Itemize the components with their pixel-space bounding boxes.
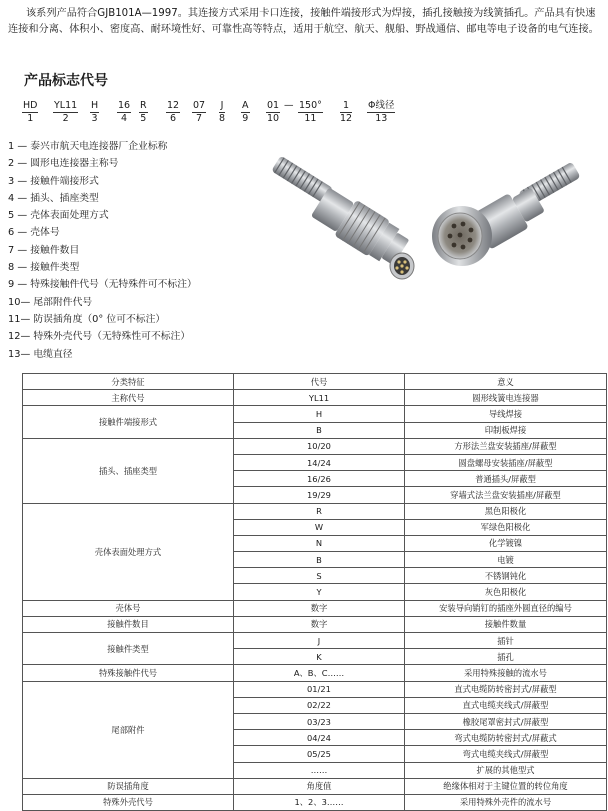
code-value: 01 (267, 100, 280, 111)
table-row (23, 681, 607, 697)
meaning-cell: 安装导向销钉的插座外圆直径的编号 (405, 600, 607, 616)
code-position-number: 5 (140, 113, 147, 124)
header-meaning: 意义 (405, 374, 607, 390)
meaning-cell: 灰色阳极化 (405, 584, 607, 600)
meaning-cell: 扩展的其他型式 (405, 762, 607, 778)
meaning-cell: 军绿色阳极化 (405, 519, 607, 535)
code-position-number: 11 (304, 113, 317, 124)
code-dash: — (284, 100, 294, 111)
code-cell: S (234, 568, 405, 584)
code-position-number: 12 (340, 113, 353, 124)
meaning-cell: 不锈钢钝化 (405, 568, 607, 584)
code-cell: 14/24 (234, 454, 405, 470)
legend-item: 1 — 泰兴市航天电连接器厂企业标称 (8, 141, 168, 152)
legend-item: 2 — 圆形电连接器主称号 (8, 158, 119, 170)
code-cell: H (234, 406, 405, 422)
table-row (23, 794, 607, 810)
meaning-cell: 直式电缆防转密封式/屏蔽型 (405, 681, 607, 697)
code-cell: 1、2、3…… (234, 794, 405, 810)
code-cell: 19/29 (234, 487, 405, 503)
code-item (241, 100, 250, 125)
category-cell: 接触件类型 (23, 633, 234, 665)
code-position-number: 2 (62, 113, 69, 124)
legend-item: 6 — 壳体号 (8, 227, 60, 239)
code-item (340, 100, 352, 125)
legend-item: 4 — 插头、插座类型 (8, 192, 99, 204)
meaning-cell: 直式电缆夹线式/屏蔽型 (405, 697, 607, 713)
code-item (22, 100, 38, 125)
code-cell: 数字 (234, 600, 405, 616)
code-value: YL11 (54, 100, 78, 111)
code-position-number: 8 (219, 113, 226, 124)
code-position-number: 7 (196, 113, 203, 124)
code-position-number: 13 (375, 113, 388, 124)
code-position-number: 4 (121, 113, 128, 124)
legend-item: 5 — 壳体表面处理方式 (8, 210, 109, 222)
category-cell: 主称代号 (23, 390, 234, 406)
code-item (53, 100, 78, 125)
code-cell: R (234, 503, 405, 519)
code-value: 150° (299, 100, 322, 111)
code-value: 12 (167, 100, 180, 111)
legend-item: 11— 防误插角度（0° 位可不标注） (8, 313, 166, 325)
code-item (367, 100, 395, 125)
legend-item: 8 — 接触件类型 (8, 262, 80, 274)
category-cell: 特殊接触件代号 (23, 665, 234, 681)
meaning-cell: 橡胶尾罩密封式/屏蔽型 (405, 713, 607, 729)
connector-photo (250, 148, 600, 298)
product-code-row (22, 100, 422, 126)
meaning-cell: 插孔 (405, 649, 607, 665)
table-row (23, 665, 607, 681)
code-cell: B (234, 422, 405, 438)
meaning-cell: 弯式电缆防转密封式/屏蔽式 (405, 730, 607, 746)
table-row (23, 778, 607, 794)
meaning-cell: 黑色阳极化 (405, 503, 607, 519)
code-cell: 01/21 (234, 681, 405, 697)
code-cell: N (234, 535, 405, 551)
legend-item: 12— 特殊外壳代号（无特殊性可不标注） (8, 331, 191, 343)
meaning-cell: 接触件数量 (405, 616, 607, 632)
code-item (298, 100, 323, 125)
code-cell: 04/24 (234, 730, 405, 746)
code-cell: A、B、C…… (234, 665, 405, 681)
code-item (166, 100, 180, 125)
section-title: 产品标志代号 (24, 73, 108, 89)
meaning-cell: 圆盘螺母安装插座/屏蔽型 (405, 454, 607, 470)
code-value: J (220, 100, 224, 111)
code-value: H (91, 100, 99, 111)
code-cell: 05/25 (234, 746, 405, 762)
code-item (219, 100, 225, 125)
code-cell: 02/22 (234, 697, 405, 713)
code-cell: YL11 (234, 390, 405, 406)
receptacle-connector-image (432, 162, 581, 266)
category-cell: 壳体表面处理方式 (23, 503, 234, 600)
code-item (90, 100, 99, 125)
table-row (23, 406, 607, 422)
code-cell: …… (234, 762, 405, 778)
code-cell: 16/26 (234, 471, 405, 487)
meaning-cell: 印制板焊接 (405, 422, 607, 438)
meaning-cell: 化学镀镍 (405, 535, 607, 551)
category-cell: 尾部附件 (23, 681, 234, 778)
code-cell: J (234, 633, 405, 649)
meaning-cell: 采用特殊接触的流水号 (405, 665, 607, 681)
legend-item: 10— 尾部附件代号 (8, 296, 93, 308)
spec-table-header-row (23, 374, 607, 390)
legend-item: 7 — 接触件数目 (8, 244, 80, 256)
code-item (266, 100, 280, 125)
meaning-cell: 普通插头/屏蔽型 (405, 471, 607, 487)
code-value: 16 (118, 100, 131, 111)
code-position-number: 10 (267, 113, 280, 124)
code-cell: W (234, 519, 405, 535)
table-row (23, 600, 607, 616)
code-cell: B (234, 552, 405, 568)
meaning-cell: 绝缘体相对于主键位置的转位角度 (405, 778, 607, 794)
code-value: Φ线径 (368, 100, 395, 111)
meaning-cell: 电镀 (405, 552, 607, 568)
table-row (23, 438, 607, 454)
code-item (139, 100, 148, 125)
table-row (23, 633, 607, 649)
code-value: R (140, 100, 147, 111)
code-item (192, 100, 206, 125)
code-cell: 10/20 (234, 438, 405, 454)
legend-item: 13— 电缆直径 (8, 348, 73, 360)
code-cell: 数字 (234, 616, 405, 632)
legend-item: 9 — 特殊接触件代号（无特殊件可不标注） (8, 279, 197, 291)
code-position-number: 3 (91, 113, 98, 124)
code-cell: Y (234, 584, 405, 600)
table-row (23, 503, 607, 519)
category-cell: 防误插角度 (23, 778, 234, 794)
meaning-cell: 弯式电缆夹线式/屏蔽型 (405, 746, 607, 762)
meaning-cell: 采用特殊外壳件的流水号 (405, 794, 607, 810)
code-position-number: 1 (27, 113, 34, 124)
code-item (117, 100, 131, 125)
meaning-cell: 方形法兰盘安装插座/屏蔽型 (405, 438, 607, 454)
code-value: 1 (340, 100, 352, 113)
code-position-number: 6 (170, 113, 177, 124)
code-value: A (242, 100, 249, 111)
plug-connector-image (271, 156, 414, 279)
table-row (23, 390, 607, 406)
meaning-cell: 圆形线簧电连接器 (405, 390, 607, 406)
code-cell: 角度值 (234, 778, 405, 794)
category-cell: 特殊外壳代号 (23, 794, 234, 810)
meaning-cell: 穿墙式法兰盘安装插座/屏蔽型 (405, 487, 607, 503)
header-category: 分类特征 (23, 374, 234, 390)
code-position-number: 9 (242, 113, 249, 124)
meaning-cell: 插针 (405, 633, 607, 649)
header-code: 代号 (234, 374, 405, 390)
meaning-cell: 导线焊接 (405, 406, 607, 422)
code-cell: K (234, 649, 405, 665)
category-cell: 接触件数目 (23, 616, 234, 632)
code-value: 07 (193, 100, 206, 111)
code-legend-list (8, 138, 197, 363)
category-cell: 壳体号 (23, 600, 234, 616)
category-cell: 插头、插座类型 (23, 438, 234, 503)
intro-paragraph: 该系列产品符合GJB101A—1997。其连接方式采用卡口连接，接触件端接形式为焊接，插孔接触接为线簧插孔。产品具有快速连接和分离、体积小、密度高、耐环境性好、可靠性高等特点，适用于航空、航天、舰船、野战通信、邮电等电子设备的电气连接。 (8, 8, 599, 35)
spec-table (22, 373, 607, 811)
table-row (23, 616, 607, 632)
legend-item: 3 — 接触件端接形式 (8, 175, 99, 187)
code-value: HD (23, 100, 38, 111)
code-cell: 03/23 (234, 713, 405, 729)
category-cell: 接触件端接形式 (23, 406, 234, 438)
